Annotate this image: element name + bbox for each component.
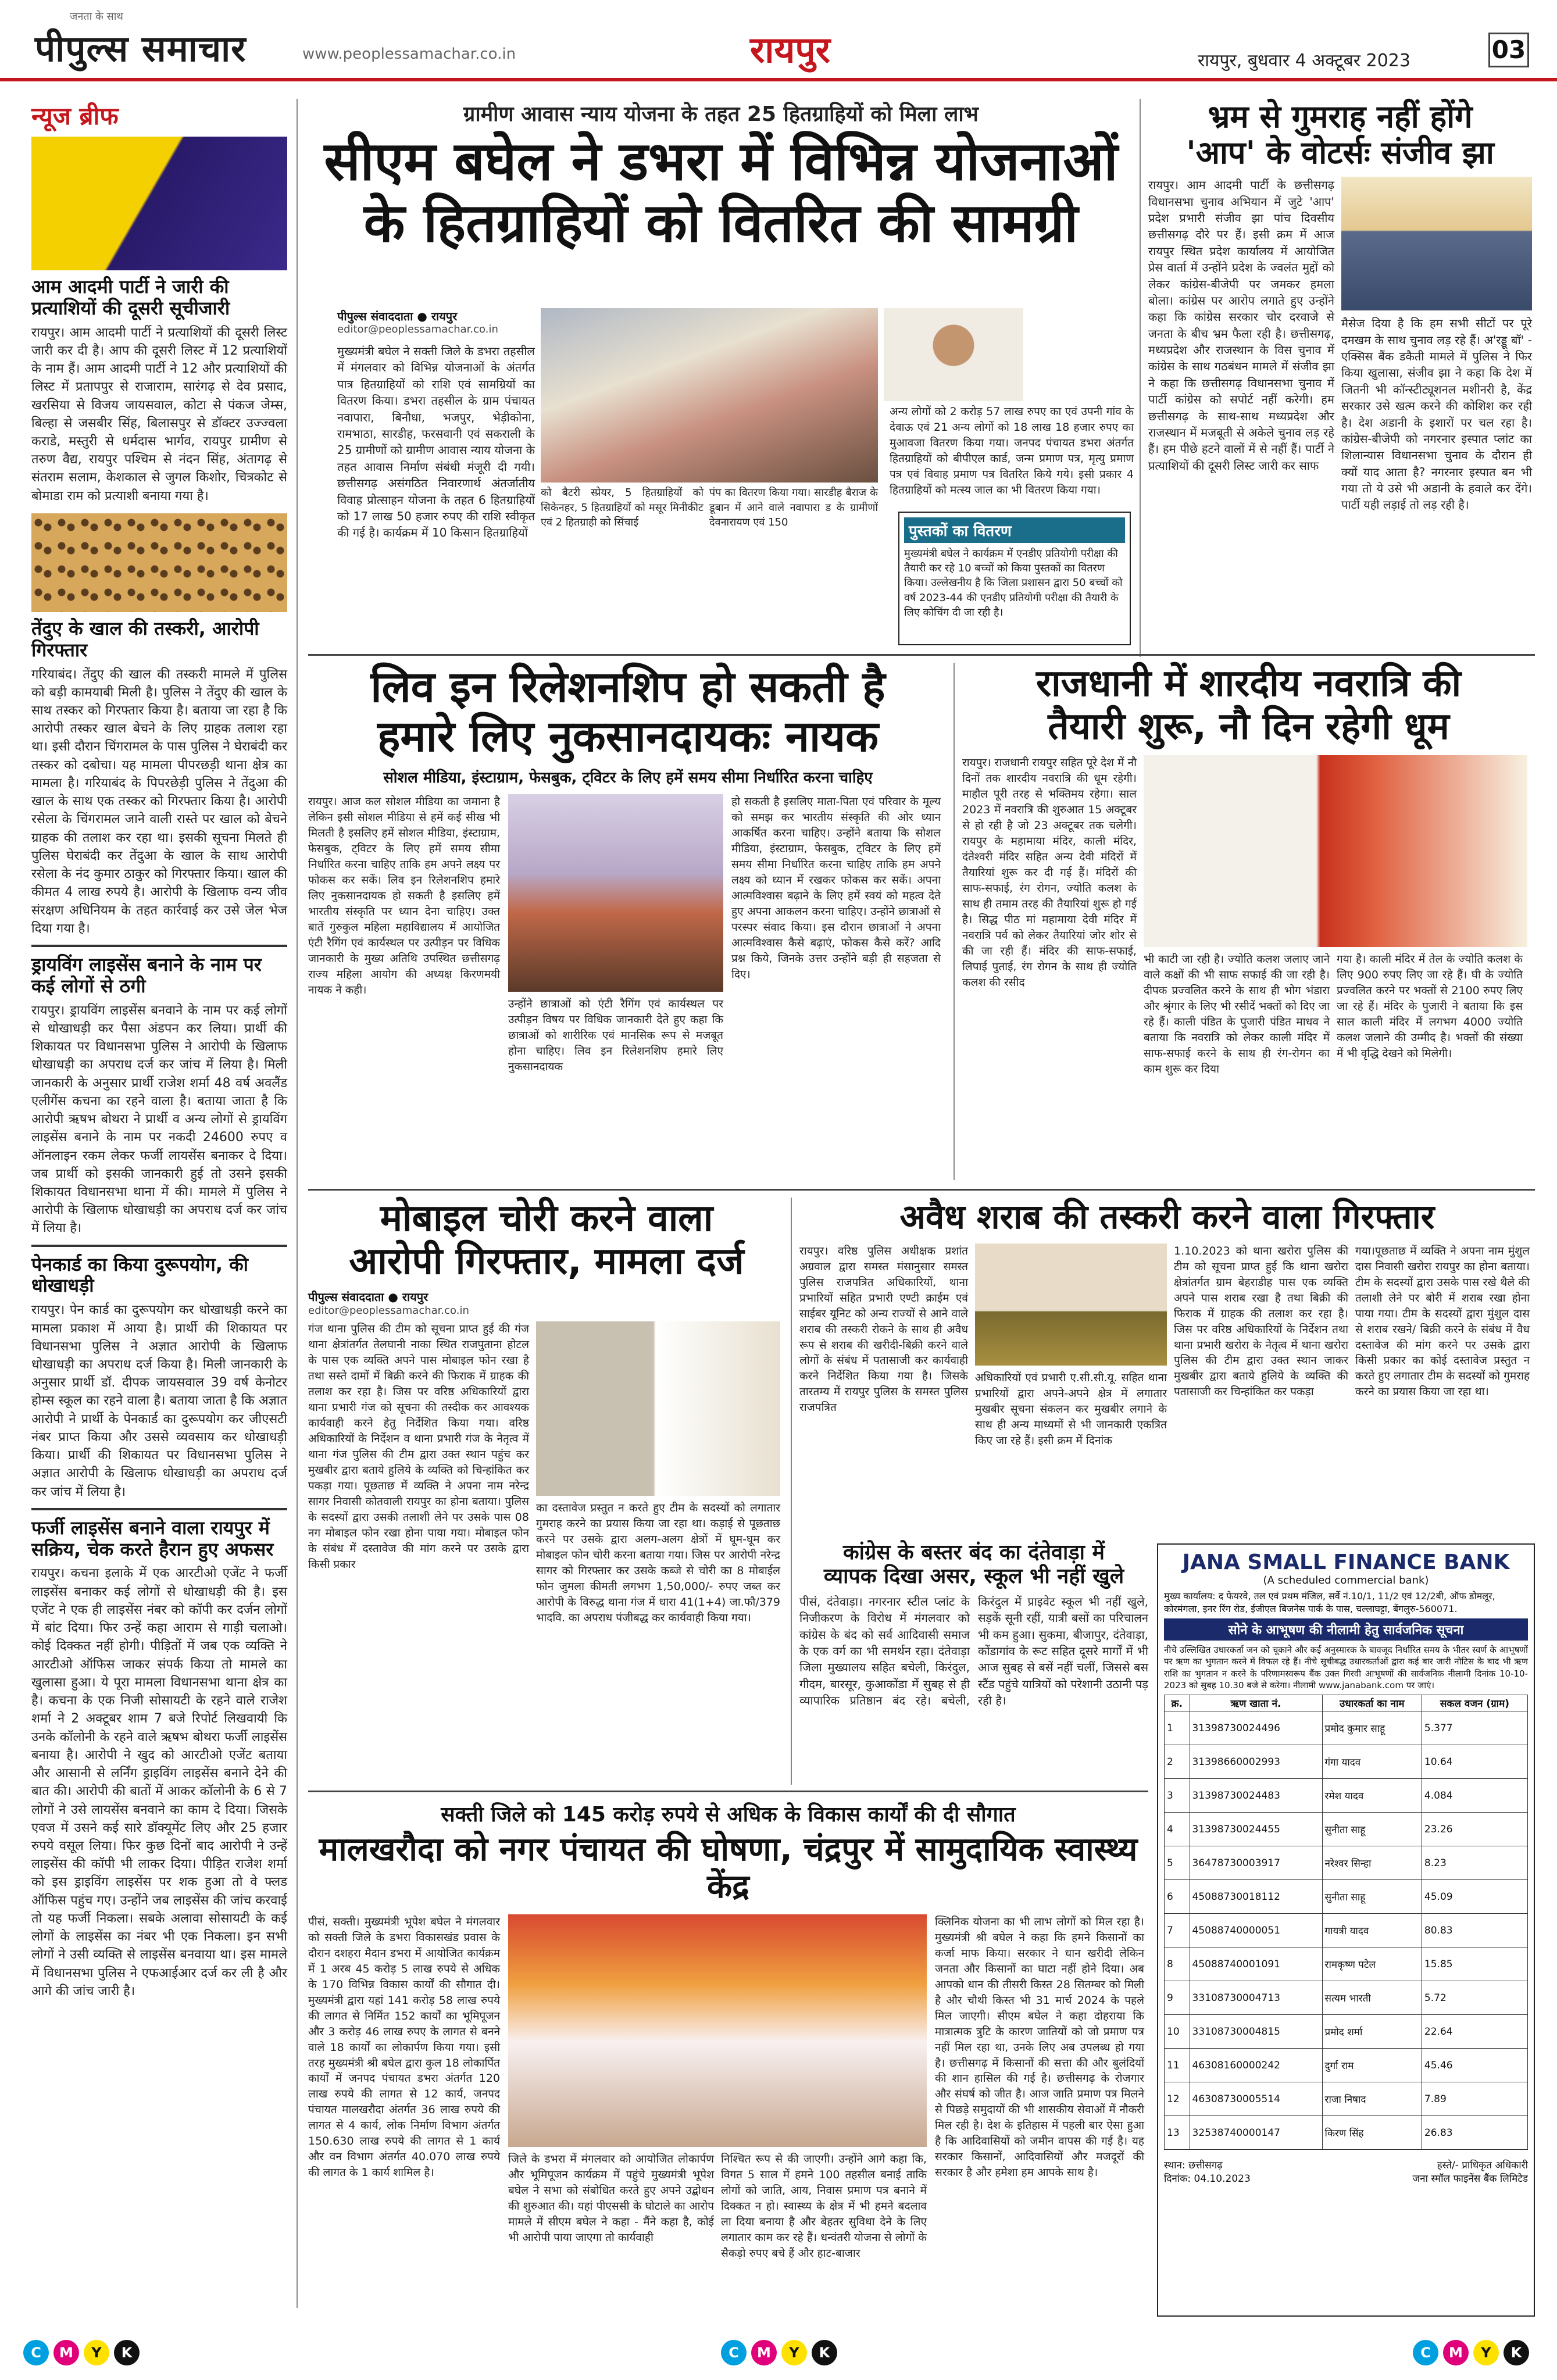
auction-table-row [1165, 2049, 1528, 2082]
edition-date: रायपुर, बुधवार 4 अक्टूबर 2023 [1198, 51, 1410, 71]
column-rule [1140, 99, 1141, 657]
row-weight: 45.09 [1422, 1880, 1527, 1914]
cmyk-dot-k: K [114, 2340, 140, 2365]
auction-table-row [1165, 1745, 1528, 1779]
accused-photo [536, 1321, 780, 1496]
auction-table-row [1165, 1813, 1528, 1846]
leopard-skin-photo [31, 513, 287, 612]
lead-para-3: को बैटरी स्प्रेयर, 5 हितग्राहियों को सिकेनहर, 5 हितग्राहियों को मसूर मिनीकीट एवं 2 हितग्राही को सिंचाई [541, 487, 703, 529]
row-weight: 10.64 [1422, 1745, 1527, 1779]
cm-distribution-photo [541, 308, 878, 483]
divider [31, 1245, 287, 1247]
auction-table-row [1165, 1711, 1528, 1745]
brief-1-body: रायपुर। आम आदमी पार्टी ने प्रत्याशियों की दूसरी लिस्ट जारी कर दी है। आप की दूसरी लिस्ट में 12 प्रत्याशियों के नाम हैं। आम आदमी पार्टी ने 12 और प्रत्याशियों की लिस्ट में प्रतापपुर से राजाराम, सारंगढ़ से देव प्रसाद, खरसिया से विजय जायसवाल, कोटा से पंकज जेम्स, बिल्हा से जसबीर सिंह, बिलासपुर से डॉक्टर उज्ज्वला कराडे, मस्तुरी से धर्मदास भार्गव, रायपुर ग्रामीण से तरुण वैद्य, रायपुर पश्चिम से नंदन सिंह, अंतागढ़ से संतराम सलाम, केशकाल से जुगल किशोर, चित्रकोट से बोमाडा राम को प्रत्याशी बनाया गया है। [31, 325, 287, 503]
lead-byline: पीपुल्स संवाददाता ● रायपुर [337, 309, 458, 323]
aap-para-1: रायपुर। आम आदमी पार्टी के छत्तीसगढ़ विधानसभा चुनाव अभियान में जुटे 'आप' प्रदेश प्रभारी संजीव झा पांच दिवसीय छत्तीसगढ़ दौरे पर हैं। इसी क्रम में आज रायपुर स्थित प्रदेश कार्यालय में आयोजित प्रेस वार्ता में उन्होंने प्रदेश के ज्वलंत मुद्दों को लेकर कांग्रेस-बीजेपी पर जमकर हमला बोला। कांग्रेस पर आरोप लगाते हुए उन्होंने कहा कि कांग्रेस सरकार चोर दरवाजे से जनता के बीच भ्रम फैला रही है। छत्तीसगढ़, मध्यप्रदेश और राजस्थान के विस चुनाव में कांग्रेस के साथ गठबंधन मामले में संजीव झा ने कहा कि छत्तीसगढ़ विधानसभा चुनाव में पार्टी कांग्रेस को सपोर्ट नहीं करेगी। हम छत्तीसगढ़ के साथ-साथ मध्यप्रदेश और राजस्थान में मजबूती से अकेले चुनाव लड़ रहे हैं। हम पीछे हटने वालों में से नहीं हैं। पार्टी ने प्रत्याशियों की दूसरी लिस्ट जारी कर साफ [1148, 178, 1334, 473]
cmyk-registration-right [1413, 2340, 1529, 2365]
bank-notice-title: सोने के आभूषण की नीलामी हेतु सार्वजनिक सूचना [1164, 1618, 1528, 1641]
cm-stage-photo [508, 1914, 927, 2147]
aap-story [1148, 99, 1532, 657]
lead-kicker: ग्रामीण आवास न्याय योजना के तहत 25 हितग्राहियों को मिला लाभ [463, 102, 979, 126]
brief-2-headline: तेंदुए के खाल की तस्करी, आरोपी गिरफ्तार [31, 617, 259, 661]
liquor-story [799, 1198, 1535, 1535]
mobile-byline: पीपुल्स संवाददाता ● रायपुर [308, 1290, 428, 1305]
city-edition: रायपुर [750, 28, 830, 71]
divider [31, 1508, 287, 1510]
divider [31, 945, 287, 947]
row-sr: 5 [1165, 1846, 1190, 1880]
auction-table-row [1165, 2015, 1528, 2049]
auction-table-row [1165, 1880, 1528, 1914]
aap-headline-line-2: 'आप' के वोटर्सः संजीव झा [1186, 134, 1494, 171]
aap-flag-photo [31, 137, 287, 270]
bandh-headline-line-2: व्यापक दिखा असर, स्कूल भी नहीं खुले [823, 1564, 1124, 1589]
row-weight: 7.89 [1422, 2082, 1527, 2116]
brief-1-headline: आम आदमी पार्टी ने जारी की प्रत्याशियों की दूसरी सूचीजारी [31, 276, 230, 319]
row-borrower: गायत्री यादव [1322, 1914, 1422, 1947]
sakti-story [308, 1799, 1148, 2317]
row-borrower: प्रमोद कुमार साहू [1322, 1711, 1422, 1745]
row-borrower: सुनीता साहू [1322, 1813, 1422, 1846]
live-in-para-3: हो सकती है इसलिए माता-पिता एवं परिवार के मूल्य को समझ कर भारतीय संस्कृति की ओर ध्यान आकर्षित करना चाहिए। उन्होंने बताया कि सोशल मीडिया, इंस्टाग्राम, फेसबुक, ट्विटर के लिए हमें समय सीमा निर्धारित करना चाहिए ताकि हम अपने लक्ष्य को ध्यान में रखकर फोकस कर सकें। अपना आत्मविश्वास बढ़ाने के लिए हमें स्वयं को महत्व देते हुए अपना आकलन करना चाहिए। उन्होंने छात्राओं से परस्पर संवाद किया। इस दौरान छात्राओं ने अपना आत्मविश्वास कैसे बढ़ाएं, फोकस कैसे करें? आदि प्रश्न किये, जिनके उत्तर उन्होंने बड़ी ही सहजता से दिए। [731, 795, 941, 981]
row-weight: 8.23 [1422, 1846, 1527, 1880]
auction-table-row [1165, 2116, 1528, 2150]
row-sr: 2 [1165, 1745, 1190, 1779]
row-weight: 80.83 [1422, 1914, 1527, 1947]
row-sr: 1 [1165, 1711, 1190, 1745]
section-divider [308, 1791, 1148, 1792]
cmyk-dot-y: Y [1473, 2340, 1499, 2365]
bank-date: दिनांक: 04.10.2023 [1164, 2173, 1251, 2185]
liquor-para-1: रायपुर। वरिष्ठ पुलिस अधीक्षक प्रशांत अग्रवाल द्वारा समस्त मंसानुसार समस्त पुलिस राजपत्रित अधिकारियों, थाना प्रभारियों सहित प्रभारी एण्टी क्राईम एवं साईबर यूनिट को अन्य राज्यों से आने वाले शराब की तस्करी रोकने के साथ ही अवैध रूप से शराब की खरीदी-बिक्री करने वाले लोगों के संबंध में पतासाजी कर कार्यवाही करने निर्देशित किया गया है। जिसके तारतम्य में रायपुर पुलिस के समस्त पुलिस राजपत्रित [799, 1244, 968, 1414]
liquor-seizure-photo [975, 1243, 1167, 1366]
bandh-headline-line-1: कांग्रेस के बस्तर बंद का दंतेवाड़ा में [843, 1541, 1105, 1564]
row-sr: 8 [1165, 1947, 1190, 1981]
row-account: 45088730018112 [1190, 1880, 1322, 1914]
cmyk-dot-c: C [23, 2340, 49, 2365]
brief-2-body: गरियाबंद। तेंदुए की खाल की तस्करी मामले में पुलिस को बड़ी कामयाबी मिली है। पुलिस ने तेंदुए की खाल के साथ तस्कर को गिरफ्तार किया है। बताया जा रहा है कि आरोपी तस्कर खाल बेचने के लिए ग्राहक तलाश रहा था। इसी दौरान चिंगरामल के पास पुलिस ने घेराबंदी कर तस्कर को दबोचा। यह मामला पीपरछड़ी थाना क्षेत्र का मामला है। गरियाबंद के पिपरछेड़ी पुलिस ने तेंदुआ की खाल के साथ एक तस्कर को गिरफ्तार किया है। आरोपी रसेला के चिंगरामल जाने वाली रास्ते पर खाल को बेचने ग्राहक की तलाश कर रहा था। इसकी सूचना मिलते ही पुलिस घेराबंदी कर तेंदुआ के खाल के साथ आरोपी रसेला के नंद कुमार ठाकुर को गिरफ्तार किया। खाल की कीमत 4 लाख रुपये है। आरोपी के खिलाफ वन्य जीव संरक्षण अधिनियम के तहत कार्रवाई कर उसे जेल भेज दिया गया है। [31, 667, 287, 936]
lead-para-4: पंप का वितरण किया गया। सारडीह बैराज के डूबान में आने वाले नवापारा ड के ग्रामीणों देवनारायण एवं 150 [709, 487, 878, 529]
row-sr: 7 [1165, 1914, 1190, 1947]
lead-para-2-text: छत्तीसगढ़ असंगठित निवारणार्थ अंतर्जातीय विवाह प्रोत्साहन योजना के तहत 6 हितग्राहियों को 17 लाख 50 हजार रुपए की राशि स्वीकृत की गई है। कार्यक्रम में 10 किसान हितग्राहियों [337, 476, 535, 540]
cmyk-dot-y: Y [84, 2340, 109, 2365]
sakti-para-4: क्लिनिक योजना का भी लाभ लोगों को मिल रहा है। मुख्यमंत्री श्री बघेल ने कहा कि हमने किसानों का कर्जा माफ किया। सरकार ने धान खरीदी लेकिन जनता और किसानों का घाटा नहीं होने दिया। अब आपको धान की तीसरी किस्त 28 सितम्बर को मिली है और चौथी किस्त भी 31 मार्च 2024 के पहले मिल जाएगी। सीएम बघेल ने कहा दोहराया कि मात्रात्मक त्रुटि के कारण जातियों को जो प्रमाण पत्र नहीं मिल रहा था, उनके लिए अब उपलब्ध हो गया है। छत्तीसगढ़ में किसानों की सत्ता की और बुलंदियों की शान हासिल की गई है। छत्तीसगढ़ के रोजगार और संघर्ष को जीत है। आज जाति प्रमाण पत्र मिलने से पिछड़े समुदायों की भी शासकीय सेवाओं में नौकरी मिल रही है। देश के इतिहास में पहली बार ऐसा हुआ है कि आदिवासियों को जमीन वापस की गई है। यह सरकार किसानों, आदिवासियों और मजदूरों की सरकार है और हमेशा हम आपके साथ है। [935, 1915, 1144, 2179]
cmyk-dot-m: M [751, 2340, 777, 2365]
section-divider [308, 1189, 1535, 1191]
row-account: 46308730005514 [1190, 2082, 1322, 2116]
aap-headline-line-1: भ्रम से गुमराह नहीं होंगे [1208, 98, 1473, 135]
row-account: 31398660002993 [1190, 1745, 1322, 1779]
newspaper-logo: पीपुल्स समाचार [35, 27, 247, 70]
cmyk-dot-m: M [1443, 2340, 1469, 2365]
col-borrower: उधारकर्ता का नाम [1322, 1695, 1422, 1711]
cmyk-dot-c: C [1413, 2340, 1438, 2365]
bank-name: JANA SMALL FINANCE BANK [1182, 1550, 1510, 1574]
liquor-para-4: गया।पूछताछ में व्यक्ति ने अपना नाम मुंशुल दास निवासी खरोरा रायपुर का होना बताया। टीम के सदस्यों द्वारा उसके पास रखे थैले की तलाशी लेने पर बोरी में शराब रखा होना पाया गया। टीम के सदस्यों द्वारा मुंशुल दास से शराब रखने/ बिक्री करने के संबंध में वैध दस्तावेज की मांग करने पर उसके द्वारा किसी प्रकार का कोई दस्तावेज प्रस्तुत न करते हुए लगातार टीम के सदस्यों को गुमराह करने का प्रयास किया जा रहा था। [1355, 1244, 1530, 1399]
bank-notice-intro: नीचे उल्लिखित उधारकर्ता जन को चूकाने और कई अनुस्मारक के बावजूद निर्धारित समय के भीतर स्वर्ण के आभूषणों पर ऋण का भुगतान करने में विफल रहे हैं। नीचे सूचीबद्ध उधारकर्ताओं द्वारा कई बार जारी नोटिस के बाद भी ऋण राशि का भुगतान न करने के परिणामस्वरूप बैंक उक्त गिरवी आभूषणों की सार्वजनिक नीलामी दिनांक 10-10-2023 को सुबह 10.30 बजे से करेगा। नीलामी www.janabank.com पर जाएं। [1164, 1645, 1528, 1691]
row-borrower: गंगा यादव [1322, 1745, 1422, 1779]
row-account: 33108730004815 [1190, 2015, 1322, 2049]
row-weight: 5.72 [1422, 1981, 1527, 2015]
brief-3-body: रायपुर। ड्रायविंग लाइसेंस बनवाने के नाम पर कई लोगों से धोखाधड़ी कर पैसा अंडपन कर लिया। प्रार्थी की शिकायत पर विधानसभा पुलिस ने आरोपी के खिलाफ धोखाधड़ी का अपराध दर्ज कर जांच में लिया है। मिली जानकारी के अनुसार प्रार्थी राजेश शर्मा 48 वर्ष अवलैंड एलीगेंस कचना का रहने वाला है। बताया जाता है कि आरोपी ऋषभ बोथरा ने प्रार्थी व अन्य लोगों से ड्रायविंग लाइसेंस बनाने के नाम पर नकदी 24600 रुपए व ऑनलाइन रकम लेकर फर्जी लायसेंस बनाकर दे दिया। जब प्रार्थी को इसकी जानकारी हुई तो उसने इसकी शिकायत विधानसभा थाना में की। मामले में पुलिस ने आरोपी के खिलाफ धोखाधड़ी का अपराध दर्ज कर जांच में लिया है। [31, 1003, 287, 1236]
sakti-para-1: पीसं, सक्ती। मुख्यमंत्री भूपेश बघेल ने मंगलवार को सक्ती जिले के डभरा विकासखंड प्रवास के दौरान दशहरा मैदान डभरा में आयोजित कार्यक्रम में 1 अरब 45 करोड़ 5 लाख रुपये से अधिक के 170 विभिन्न विकास कार्यों की सौगात दी। मुख्यमंत्री द्वारा यहां 141 करोड़ 58 लाख रुपये की लागत से निर्मित 152 कार्यों का भूमिपूजन और 3 करोड़ 46 लाख रुपए के लागत से बनने वाले 18 कार्यों का लोकार्पण किया गया। इसी तरह मुख्यमंत्री श्री बघेल द्वारा कुल 18 लोकार्पित कार्यों में जनपद पंचायत डभरा अंतर्गत 120 लाख रुपये की लागत से 12 कार्य, जनपद पंचायत मालखरौदा अंतर्गत 36 लाख रुपये की लागत से 4 कार्य, लोक निर्माण विभाग अंतर्गत 150.630 लाख रुपये की लागत से 1 कार्य और वन विभाग अंतर्गत 40.070 लाख रुपये की लागत के 1 कार्य शामिल है। [308, 1915, 500, 2179]
row-sr: 13 [1165, 2116, 1190, 2150]
lead-headline-line-1: सीएम बघेल ने डभरा में विभिन्न योजनाओं [324, 130, 1118, 192]
row-borrower: राजा निषाद [1322, 2082, 1422, 2116]
row-account: 46308160000242 [1190, 2049, 1322, 2082]
auction-table-header [1165, 1695, 1528, 1711]
column-rule [954, 663, 955, 1180]
mobile-headline-line-2: आरोपी गिरफ्तार, मामला दर्ज [349, 1239, 744, 1283]
sakti-para-3: निश्चित रूप से की जाएगी। उन्होंने आगे कहा कि, विगत 5 साल में हमने 100 तहसील बनाई ताकि लोगों को जाति, आय, निवास प्रमाण पत्र बनाने में दिक्कत न हो। स्वास्थ्य के क्षेत्र में भी हमने बदलाव ला दिया बनाया है और बेहतर सुविधा देने के लिए लगातार काम कर रहे हैं। धन्वंतरी योजना से लोगों के सैकड़ो रुपए बचे हैं और हाट-बाजार [721, 2152, 927, 2260]
lead-para-5: अन्य लोगों को 2 करोड़ 57 लाख रुपए का एवं उपनी गांव के देवाऊ एवं 21 अन्य लोगों को 18 लाख 18 हजार रुपए का मुआवजा वितरण किया गया। जनपद पंचायत डभरा अंतर्गत हितग्राहियों को बीपीएल कार्ड, जन्म प्रमाण पत्र, मृत्यु प्रमाण पत्र एवं विवाह प्रमाण पत्र वितरित किये गये। इसी प्रकार 4 हितग्राहियों को मत्स्य जाल का भी वितरण किया गया। [890, 405, 1134, 496]
row-borrower: सुनीता साहू [1322, 1880, 1422, 1914]
row-sr: 3 [1165, 1779, 1190, 1813]
live-in-headline-line-2: हमारे लिए नुकसानदायकः नायक [377, 712, 879, 762]
bandh-body: पीसं, दंतेवाड़ा। नगरनार स्टील प्लांट के निजीकरण के विरोध में मंगलवार को कांग्रेस के बंद को सर्व आदिवासी समाज के एक वर्ग का भी समर्थन रहा। दंतेवाड़ा जिला मुख्यालय सहित बचेली, किरंदुल, गीदम, बारसूर, कुआकोंडा में सुबह से ही व्यापारिक प्रतिष्ठान बंद रहे। बचेली, किरंदुल में प्राइवेट स्कूल भी नहीं खुले, सड़कें सूनी रहीं, यात्री बसों का परिचालन भी कम हुआ। सुकमा, बीजापुर, दंतेवाड़ा, कोंडागांव के रूट सहित दूसरे मार्गों में भी आज सुबह से बसें नहीं चलीं, जिससे बस स्टैंड पहुंचे यात्रियों को परेशानी उठानी पड़ रही है। [799, 1594, 1148, 1708]
row-sr: 11 [1165, 2049, 1190, 2082]
row-sr: 4 [1165, 1813, 1190, 1846]
books-distribution-box [898, 512, 1131, 645]
row-sr: 12 [1165, 2082, 1190, 2116]
temple-photo [1144, 755, 1527, 947]
bank-signatory-bank: जना स्मॉल फाइनेंस बैंक लिमिटेड [1412, 2173, 1528, 2185]
lead-para-1-text: मुख्यमंत्री बघेल ने सक्ती जिले के डभरा तहसील में मंगलवार को विभिन्न योजनाओं के अंतर्गत पात्र हितग्राहियों को राशि एवं सामग्रियों का वितरण किया। डभरा तहसील के ग्राम पंचायत नवापारा, बिनौधा, भजपुर, भेड़ीकोना, रामभाठा, सारडीह, फरसवानी एवं सकराली के 25 ग्रामीणों को ग्रामीण आवास न्याय योजना के तहत आवास निर्माण संबंधी मंजूरी दी गयी। [337, 344, 535, 474]
row-borrower: नरेश्वर सिन्हा [1322, 1846, 1422, 1880]
cmyk-dot-y: Y [781, 2340, 807, 2365]
liquor-para-3: 1.10.2023 को थाना खरोरा पुलिस की टीम को सूचना प्राप्त हुई कि थाना खरोरा क्षेत्रांतर्गत ग्राम बेहराडीह पास एक व्यक्ति अपने पास शराब रखा है तथा बिक्री की फिराक में ग्राहक की तलाश कर रहा है। जिस पर वरिष्ठ अधिकारियों के निर्देशन तथा थाना प्रभारी खरोरा के नेतृत्व में थाना खरोरा पुलिस की टीम द्वारा उक्त स्थान जाकर मुखबीर द्वारा बताये हुलिये के व्यक्ति की पतासाजी कर चिन्हांकित कर पकड़ा [1174, 1244, 1348, 1399]
row-account: 31398730024483 [1190, 1779, 1322, 1813]
seminar-photo [508, 794, 723, 992]
navratri-para-1: रायपुर। राजधानी रायपुर सहित पूरे देश में नौ दिनों तक शारदीय नवरात्रि की धूम रहेगी। माहौल पूरी तरह से भक्तिमय रहेगा। साल 2023 में नवरात्रि की शुरुआत 15 अक्टूबर से हो रही है जो 23 अक्टूबर तक चलेगी। रायपुर के महामाया मंदिर, काली मंदिर, दंतेश्वरी मंदिर सहित अन्य देवी मंदिरों में तैयारियां शुरू कर दी गई हैं। मंदिरों की साफ-सफाई, रंग रोगन, ज्योति कलश के साथ ही तमाम तरह की तैयारियां शुरू हो गई है। सिद्ध पीठ मां महामाया देवी मंदिर में नवरात्रि पर्व को लेकर तैयारियां जोर शोर से की जा रही हैं। मंदिर की साफ-सफाई, लिपाई पुताई, रंग रोगन के साथ ही ज्योति कलश की रसीद [962, 756, 1137, 989]
col-sr: क्र. [1165, 1695, 1190, 1711]
aap-para-2: मैसेज दिया है कि हम सभी सीटों पर पूरे दमखम के साथ चुनाव लड़ रहे हैं। अ'रड्डू बॉ' - एक्सिस बैंक डकैती मामले में पुलिस ने फिर किया खुलासा, संजीव झा ने कहा कि देश में जितनी भी कॉन्स्टीट्यूशनल मशीनरी है, केंद्र सरकार उसे खत्म करने की कोशिश कर रही है। देश अडानी के इशारों पर चल रहा है। कांग्रेस-बीजेपी को नगरनार इस्पात प्लांट का शिलान्यास विधानसभा चुनाव के दौरान ही क्यों याद आता है? नगरनार इस्पात बन भी गया तो ये उसे भी अडानी के हवाले कर देंगे। पार्टी यही लड़ाई तो लड़ रही है। [1341, 316, 1532, 512]
bank-address: मुख्य कार्यालय: द फेयरवे, तल एवं प्रथम मंजिल, सर्वे नं.10/1, 11/2 एवं 12/2बी, ऑफ डोमलूर, कोरमंगला, इनर रिंग रोड, ईजीएल बिजनेस पार्क के पास, चल्लाघट्टा, बेंगलुरु-560071. [1164, 1591, 1495, 1614]
row-account: 31398730024496 [1190, 1711, 1322, 1745]
cm-portrait [884, 308, 1023, 401]
sanjeev-jha-photo [1341, 177, 1532, 310]
mobile-headline-line-1: मोबाइल चोरी करने वाला [380, 1197, 713, 1240]
auction-table [1164, 1695, 1528, 2150]
row-weight: 45.46 [1422, 2049, 1527, 2082]
sakti-headline: मालखरौदा को नगर पंचायत की घोषणा, चंद्रपुर में सामुदायिक स्वास्थ्य केंद्र [319, 1831, 1138, 1906]
auction-table-row [1165, 1947, 1528, 1981]
cmyk-dot-k: K [812, 2340, 837, 2365]
navratri-headline-line-1: राजधानी में शारदीय नवरात्रि की [1035, 662, 1462, 705]
row-weight: 26.83 [1422, 2116, 1527, 2150]
row-weight: 22.64 [1422, 2015, 1527, 2049]
lead-email[interactable]: editor@peoplessamachar.co.in [337, 323, 498, 335]
bastar-bandh-story [799, 1541, 1148, 1785]
brief-5-body: रायपुर। कचना इलाके में एक आरटीओ एजेंट ने फर्जी लाइसेंस बनाकर कई लोगों से धोखाधड़ी की है। इस एजेंट ने एक ही लाइसेंस नंबर को कॉपी कर दर्जन लोगों में बांट दिया। फिर उन्हें कहा आराम से गाड़ी चलाओ। कोई दिक्कत नहीं होगी। पीड़ितों में जब एक व्यक्ति ने आरटीओ ऑफिस जाकर संपर्क किया तो मामले का खुलासा हुआ। ये पूरा मामला विधानसभा थाना क्षेत्र का है। कचना के एक निजी सोसायटी के रहने वाले राजेश शर्मा ने 2 अक्टूबर शाम 7 बजे रिपोर्ट लिखवायी कि उनके कॉलोनी के रहने वाले ऋषभ बोथरा फर्जी लाइसेंस बनाया है। आरोपी ने खुद को आरटीओ एजेंट बताया और आसानी से लर्निंग ड्राइविंग लाइसेंस बनाने देने की बात की। आरोपी की बातों में आकर कॉलोनी के 6 से 7 लोगों ने उसे लायसेंस बनवाने का काम दे दिया। जिसके एवज में उसने कई सारे डॉक्यूमेंट लिए और 25 हजार रुपये वसूल लिया। फिर कुछ दिनों बाद आरोपी ने उन्हें लाइसेंस की कॉपी भी लाकर दिया। पीड़ित राजेश शर्मा को इस ड्राइविंग लाइसेंस पर शक हुआ तो वे फ्लड ऑफिस पहुंच गए। उन्होंने जब लाइसेंस की जांच करवाई तो यह फर्जी निकला। सबके अलावा सोसायटी के कई लोगों के लाइसेंस का नंबर भी एक निकला। इन सभी लोगों ने उसी व्यक्ति से लाइसेंस बनवाया था। इस मामले में विधानसभा पुलिस ने एफआईआर दर्ज कर ली है और आगे की जांच जारी है। [31, 1566, 287, 1999]
masthead [0, 0, 1557, 81]
row-weight: 15.85 [1422, 1947, 1527, 1981]
cmyk-dot-m: M [53, 2340, 79, 2365]
lead-para-1 [337, 343, 535, 540]
row-account: 32538740000147 [1190, 2116, 1322, 2150]
brief-4-headline: पेनकार्ड का किया दुरूपयोग, की धोखाधड़ी [31, 1253, 248, 1297]
row-borrower: दुर्गा राम [1322, 2049, 1422, 2082]
row-borrower: किरण सिंह [1322, 2116, 1422, 2150]
live-in-para-2: उन्होंने छात्राओं को एंटी रैगिंग एवं कार्यस्थल पर उत्पीड़न विषय पर विधिक जानकारी देते हुए कहा कि छात्राओं को शारीरिक एवं मानसिक रूप से मजबूत होना चाहिए। लिव इन रिलेशनशिप हमारे लिए नुकसानदायक [508, 998, 723, 1074]
auction-table-row [1165, 1914, 1528, 1947]
sakti-kicker: सक्ती जिले को 145 करोड़ रुपये से अधिक के विकास कार्यों की दी सौगात [441, 1803, 1016, 1827]
bank-subtitle: (A scheduled commercial bank) [1263, 1574, 1429, 1586]
navratri-story [962, 663, 1535, 1186]
masthead-tagline: जनता के साथ [70, 10, 123, 23]
auction-table-row [1165, 1846, 1528, 1880]
column-rule [791, 1198, 792, 1785]
row-weight: 23.26 [1422, 1813, 1527, 1846]
section-divider [308, 654, 1535, 656]
cmyk-dot-c: C [721, 2340, 747, 2365]
col-weight: सकल वजन (ग्राम) [1422, 1695, 1527, 1711]
books-box-heading: पुस्तकों का वितरण [904, 517, 1125, 543]
row-borrower: रामकृष्ण पटेल [1322, 1947, 1422, 1981]
row-account: 45088740001091 [1190, 1947, 1322, 1981]
navratri-para-2: भी काटी जा रही है। ज्योति कलश जलाए जाने वाले कक्षों की भी साफ सफाई की जा रही है। दीपक प्रज्वलित करने के साथ ही भोग भंडारा और श्रृंगार के लिए भी रसीदें भक्तों को दिए जा रहे हैं। काली पंडित के पुजारी पंडित माधव ने बताया कि नवरात्रि को लेकर काली मंदिर में साफ-सफाई करने के साथ ही रंग-रोगन का काम शुरू कर दिया [1144, 953, 1330, 1075]
navratri-para-3: गया है। काली मंदिर में तेल के ज्योति कलश के लिए 900 रुपए लिए जा रहे हैं। घी के ज्योति प्रज्वलित करने पर भक्तों से 2100 रुपए लिए जा रहे हैं। मंदिर के पुजारी ने बताया कि इस साल काली मंदिर में लगभग 4000 ज्योति कलश जलाने की उम्मीद है। भक्तों की संख्या में भी वृद्धि देखने को मिलेगी। [1337, 953, 1523, 1060]
website-url[interactable]: www.peoplessamachar.co.in [302, 45, 516, 63]
books-box-body: मुख्यमंत्री बघेल ने कार्यक्रम में एनडीए प्रतियोगी परीक्षा की तैयारी कर रहे 10 बच्चों को किया पुस्तकों का वितरण किया। उल्लेखनीय है कि जिला प्रशासन द्वारा 50 बच्चों को वर्ष 2023-44 की एनडीए प्रतियोगी परीक्षा की तैयारी के लिए कोचिंग दी जा रही है। [904, 548, 1123, 619]
row-weight: 4.084 [1422, 1779, 1527, 1813]
row-account: 45088740000051 [1190, 1914, 1322, 1947]
row-account: 36478730003917 [1190, 1846, 1322, 1880]
live-in-para-1: रायपुर। आज कल सोशल मीडिया का जमाना है लेकिन इसी सोशल मीडिया से हमें कई सीख भी मिलती है इसलिए हमें सोशल मीडिया, इंस्टाग्राम, फेसबुक, ट्विटर के लिए हमें समय सीमा निर्धारित करना चाहिए ताकि हम अपने लक्ष्य पर फोकस कर सकें। लिव इन रिलेशनशिप हमारे लिए नुकसानदायक हो सकती है इसलिए हमें भारतीय संस्कृति पर ध्यान देना चाहिए। उक्त बातें गुरुकुल महिला महाविद्यालय में आयोजित एंटी रैगिंग एवं कार्यस्थल पर उत्पीड़न पर विधिक जानकारी के मुख्य अतिथि उपस्थित छत्तीसगढ़ राज्य महिला आयोग की अध्यक्ष किरणमयी नायक ने कही। [308, 795, 500, 996]
brief-5-headline: फर्जी लाइसेंस बनाने वाला रायपुर में सक्रिय, चेक करते हैरान हुए अफसर [31, 1516, 274, 1560]
col-account: ऋण खाता नं. [1190, 1695, 1322, 1711]
row-weight: 5.377 [1422, 1711, 1527, 1745]
navratri-headline-line-2: तैयारी शुरू, नौ दिन रहेगी धूम [1048, 705, 1449, 748]
live-in-headline-line-1: लिव इन रिलेशनशिप हो सकती है [370, 662, 885, 712]
row-borrower: प्रमोद शर्मा [1322, 2015, 1422, 2049]
live-in-story [308, 663, 948, 1186]
row-sr: 6 [1165, 1880, 1190, 1914]
mobile-para-1: गंज थाना पुलिस की टीम को सूचना प्राप्त हुई की गंज थाना क्षेत्रांतर्गत तेलघानी नाका स्थित राजपुताना होटल के पास एक व्यक्ति अपने पास मोबाइल फोन रखा है तथा सस्ते दामों में बिक्री करने की फिराक में ग्राहक की तलाश कर रहा है। जिस पर वरिष्ठ अधिकारियों द्वारा थाना प्रभारी गंज को सूचना की तस्दीक कर आवश्यक कार्यवाही करने हेतु निर्देशित किया गया। वरिष्ठ अधिकारियों के निर्देशन व थाना प्रभारी गंज के नेतृत्व में थाना गंज पुलिस की टीम द्वारा उक्त स्थान पहुंच कर मुखबीर द्वारा बताये हुलिये के व्यक्ति को चिन्हांकित कर पकड़ा गया। पूछताछ में व्यक्ति ने अपना नाम नरेन्द्र सागर निवासी कोतवाली रायपुर का होना बताया। पुलिस के सदस्यों द्वारा उसकी तलाशी लेने पर उसके पास 08 नग मोबाइल फोन रखा होना पाया गया। मोबाइल फोन के संबंध में दस्तावेज की मांग करने पर उसके द्वारा किसी प्रकार [308, 1323, 529, 1571]
auction-table-row [1165, 1981, 1528, 2015]
row-borrower: रमेश यादव [1322, 1779, 1422, 1813]
auction-table-row [1165, 2082, 1528, 2116]
news-brief-column [31, 99, 287, 2354]
row-sr: 10 [1165, 2015, 1190, 2049]
liquor-para-2: अधिकारियों एवं प्रभारी ए.सी.सी.यू. सहित थाना प्रभारियों द्वारा अपने-अपने क्षेत्र में लगातार मुखबीर सूचना संकलन कर मुखबीर लगाने के साथ ही अन्य माध्यमों से भी जानकारी एकत्रित किए जा रहे हैं। इसी क्रम में दिनांक [975, 1371, 1167, 1447]
mobile-email[interactable]: editor@peoplessamachar.co.in [308, 1305, 469, 1317]
row-borrower: सत्यम भारती [1322, 1981, 1422, 2015]
mobile-para-2: का दस्तावेज प्रस्तुत न करते हुए टीम के सदस्यों को लगातार गुमराह करने का प्रयास किया जा रहा था। कड़ाई से पूछताछ करने पर उसके द्वारा अलग-अलग क्षेत्रों में घूम-घूम कर मोबाइल फोन चोरी करना बताया गया। जिस पर आरोपी नरेन्द्र सागर को गिरफ्तार कर उसके कब्जे से चोरी का 8 मोबाईल फोन जुमला कीमती लगभग 1,50,000/- रुपए जब्त कर आरोपी के विरुद्ध थाना गंज में धारा 41(1+4) जा.फौ/379 भादवि. का अपराध पंजीबद्ध कर कार्यवाही किया गया। [536, 1502, 780, 1624]
bank-place: स्थान: छत्तीसगढ़ [1164, 2160, 1223, 2172]
sakti-para-2: जिले के डभरा में मंगलवार को आयोजित लोकार्पण और भूमिपूजन कार्यक्रम में पहुंचे मुख्यमंत्री भूपेश बघेल ने सभा को संबोधित करते हुए अपने उद्बोधन की शुरुआत की। यहां पीएससी के घोटाले का आरोप मामले में सीएम बघेल ने कहा - मैंने कहा है, कोई भी आरोपी पाया जाएगा तो कार्यवाही [508, 2152, 714, 2244]
news-brief-kicker: न्यूज ब्रीफ [31, 102, 119, 130]
live-in-subhead: सोशल मीडिया, इंस्टाग्राम, फेसबुक, ट्विटर के लिए हमें समय सीमा निर्धारित करना चाहिए [383, 769, 873, 787]
brief-4-body: रायपुर। पेन कार्ड का दुरूपयोग कर धोखाधड़ी करने का मामला प्रकाश में आया है। प्रार्थी की शिकायत पर विधानसभा पुलिस ने अज्ञात आरोपी के खिलाफ धोखाधड़ी का अपराध दर्ज किया है। मिली जानकारी के अनुसार प्रार्थी डॉ. दीपक जायसवाल 39 वर्ष केनोटर होम्स स्कूल का रहने वाला है। बताया जाता है कि अज्ञात आरोपी ने प्रार्थी के पेनकार्ड का दुरूपयोग कर जीएसटी नंबर प्राप्त किया और उससे व्यवसाय कर धोखाधड़ी किया। प्रार्थी की शिकायत पर विधानसभा पुलिस ने अज्ञात आरोपी के खिलाफ धोखाधड़ी का अपराध दर्ज कर जांच में लिया है। [31, 1303, 287, 1499]
lead-headline-line-2: के हितग्राहियों को वितरित की सामग्री [363, 191, 1079, 254]
bank-signatory: हस्ते/- प्राधिकृत अधिकारी [1437, 2160, 1528, 2172]
cmyk-registration-center [721, 2340, 837, 2365]
row-account: 33108730004713 [1190, 1981, 1322, 2015]
liquor-headline: अवैध शराब की तस्करी करने वाला गिरफ्तार [899, 1197, 1435, 1237]
cmyk-dot-k: K [1504, 2340, 1529, 2365]
brief-3-headline: ड्रायविंग लाइसेंस बनाने के नाम पर कई लोगों से ठगी [31, 953, 262, 997]
page-number: 03 [1488, 33, 1529, 67]
mobile-theft-story [308, 1198, 785, 1785]
column-rule [297, 99, 298, 2308]
row-account: 31398730024455 [1190, 1813, 1322, 1846]
cmyk-registration-left [23, 2340, 140, 2365]
auction-table-row [1165, 1779, 1528, 1813]
row-sr: 9 [1165, 1981, 1190, 2015]
bank-auction-notice [1157, 1543, 1535, 2317]
